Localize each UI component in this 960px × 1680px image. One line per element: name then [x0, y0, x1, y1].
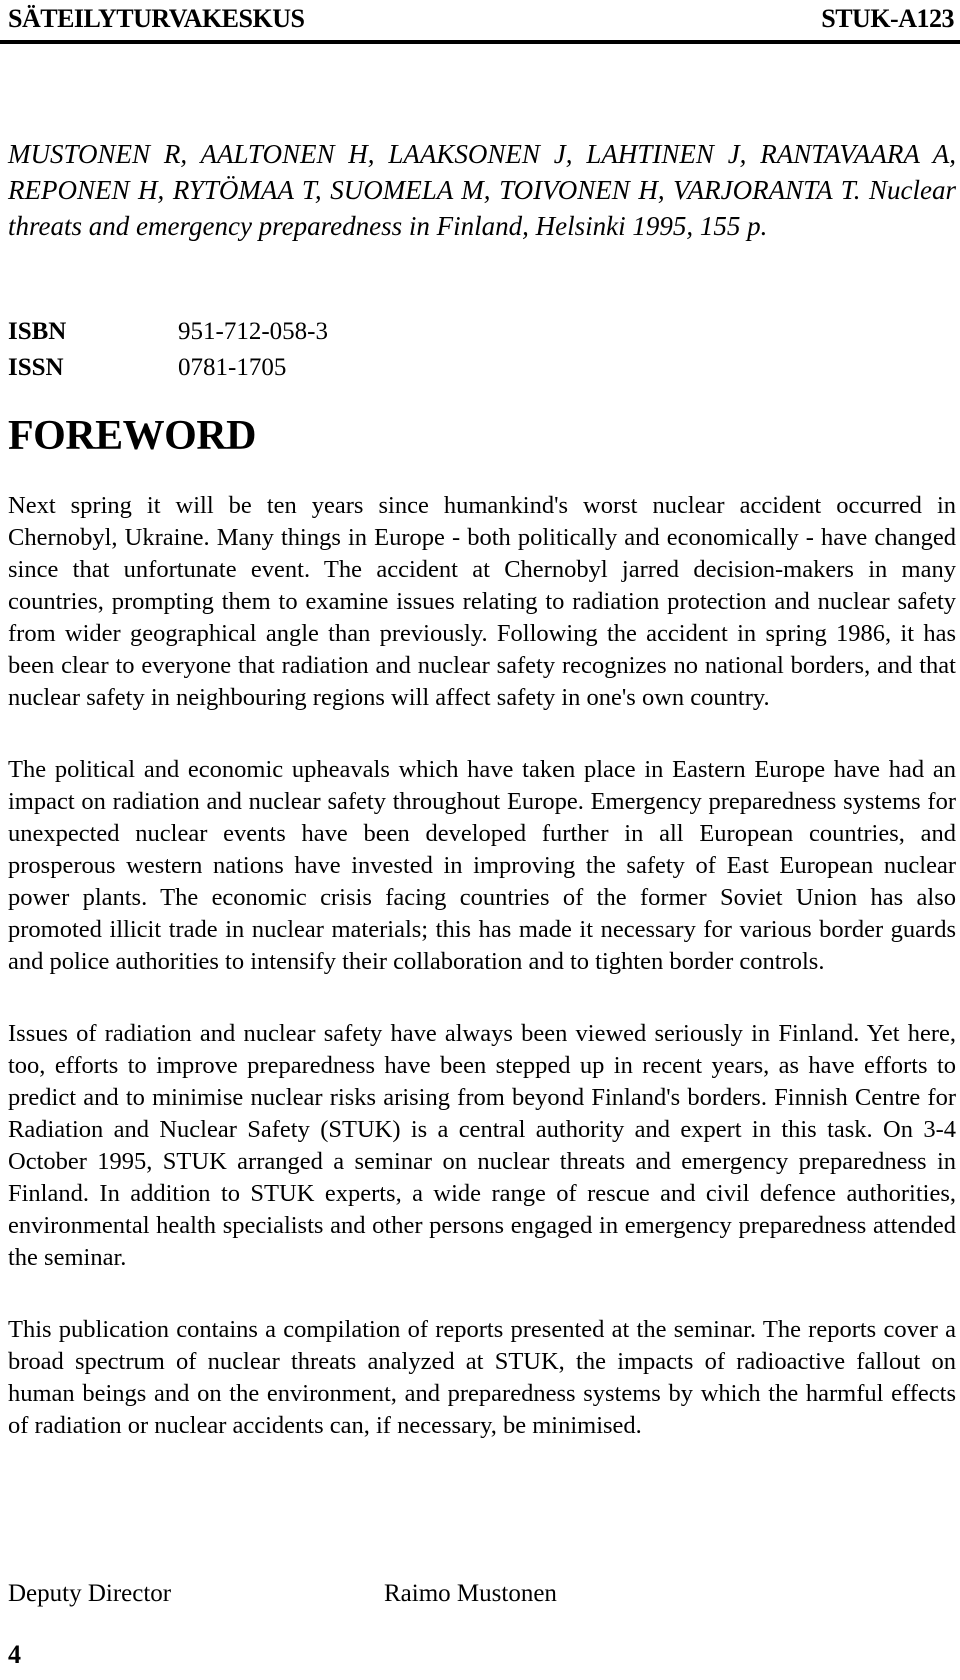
page-number: 4	[8, 1640, 21, 1669]
foreword-body	[8, 490, 956, 1482]
citation: MUSTONEN R, AALTONEN H, LAAKSONEN J, LAHTINEN J, RANTAVAARA A, REPONEN H, RYTÖMAA T, SUOMELA M, TOIVONEN H, VARJORANTA T. Nuclear threats and emergency preparedness in Finland, Helsinki 1995, 155 p.	[8, 139, 956, 241]
header-rule	[0, 40, 960, 44]
isbn-value: 951-712-058-3	[178, 318, 328, 345]
paragraph: The political and economic upheavals which have taken place in Eastern Europe have had an impact on radiation and nuclear safety throughout Europe. Emergency preparedness systems for unexpected nuclear events have been developed further in all European countries, and prosperous western nations have invested in improving the safety of East European nuclear power plants. The economic crisis facing countries of the former Soviet Union has also promoted illicit trade in nuclear materials; this has made it necessary for various border guards and police authorities to intensify their collaboration and to tighten border controls.	[8, 756, 956, 975]
isbn-label: ISBN	[8, 318, 67, 345]
paragraph: This publication contains a compilation of reports presented at the seminar. The reports cover a broad spectrum of nuclear threats analyzed at STUK, the impacts of radioactive fallout on human beings and on the environment, and preparedness systems by which the harmful effects of radiation or nuclear accidents can, if necessary, be minimised.	[8, 1316, 956, 1439]
section-title: FOREWORD	[8, 413, 256, 459]
page-header	[0, 0, 960, 48]
isbn-row	[8, 314, 328, 350]
report-code: STUK-A123	[821, 4, 954, 33]
institution-name: SÄTEILYTURVAKESKUS	[8, 4, 305, 33]
signature-name: Raimo Mustonen	[384, 1580, 557, 1607]
issn-label: ISSN	[8, 354, 64, 381]
issn-row	[8, 350, 328, 386]
issn-value: 0781-1705	[178, 354, 287, 381]
identifiers	[8, 314, 328, 386]
paragraph: Issues of radiation and nuclear safety have always been viewed seriously in Finland. Yet here, too, efforts to improve preparedness have been stepped up in recent years, as have efforts to predict and to minimise nuclear risks arising from beyond Finland's borders. Finnish Centre for Radiation and Nuclear Safety (STUK) is a central authority and expert in this task. On 3-4 October 1995, STUK arranged a seminar on nuclear threats and emergency preparedness in Finland. In addition to STUK experts, a wide range of rescue and civil defence authorities, environmental health specialists and other persons engaged in emergency preparedness attended the seminar.	[8, 1020, 956, 1271]
signature-role: Deputy Director	[8, 1580, 172, 1607]
paragraph: Next spring it will be ten years since humankind's worst nuclear accident occurred in Chernobyl, Ukraine. Many things in Europe - both politically and economically - have changed since that unfortunate event. The accident at Chernobyl jarred decision-makers in many countries, prompting them to examine issues relating to radiation protection and nuclear safety from wider geographical angle than previously. Following the accident in spring 1986, it has been clear to everyone that radiation and nuclear safety recognizes no national borders, and that nuclear safety in neighbouring regions will affect safety in one's own country.	[8, 492, 956, 711]
